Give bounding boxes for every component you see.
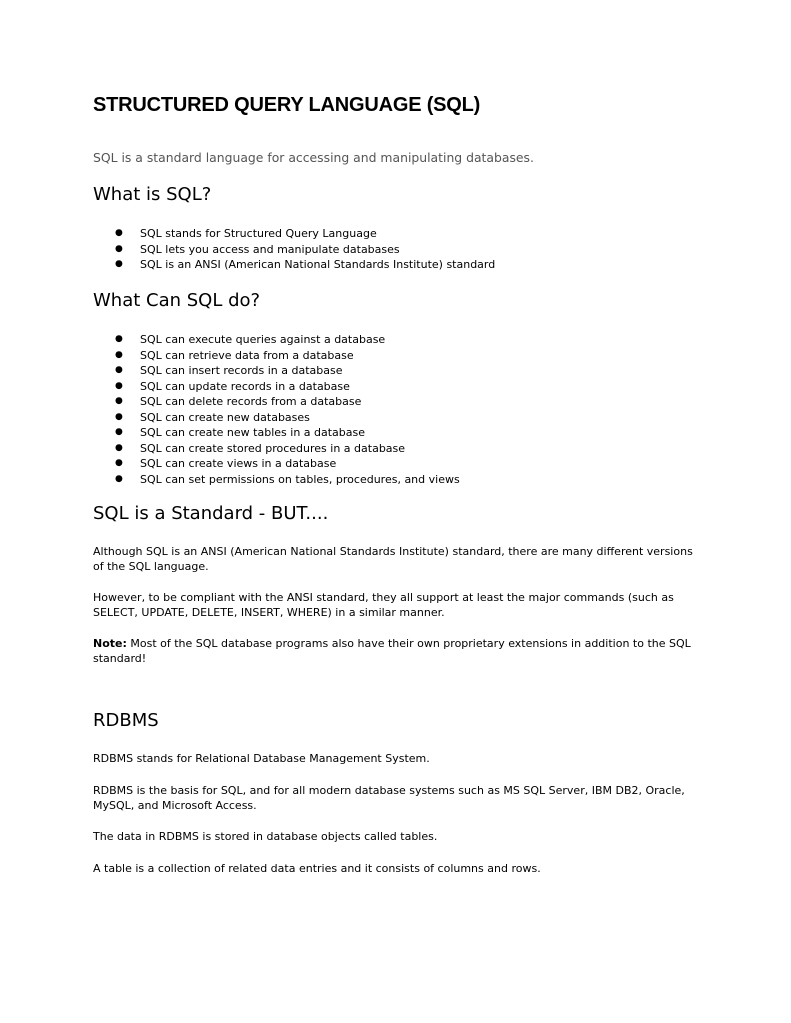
list-item: ● SQL can retrieve data from a database: [115, 348, 354, 362]
bullet-icon: ●: [115, 442, 123, 453]
list-item: ● SQL can execute queries against a database: [115, 333, 386, 346]
bullet-icon: ●: [115, 458, 123, 468]
list-item: ● SQL can delete records from a database: [115, 395, 362, 408]
intro-text: SQL is a standard language for accessing and manipulating databases.: [93, 150, 534, 165]
note-label: Note:: [93, 637, 127, 650]
rdbms-paragraph-2: RDBMS is the basis for SQL, and for all modern database systems such as MS SQL Server, IBM DB2, Oracle, MySQL, and Microsoft Access.: [93, 784, 685, 812]
list-item: ● SQL can create new databases: [115, 410, 310, 424]
bullet-icon: ●: [115, 259, 123, 269]
standard-paragraph-1: Although SQL is an ANSI (American National Standards Institute) standard, there are many different versions of the SQL language.: [93, 545, 693, 573]
list-item: ● SQL can update records in a database: [115, 379, 350, 393]
rdbms-paragraph-4: A table is a collection of related data entries and it consists of columns and rows.: [93, 862, 541, 875]
list-item: ● SQL can create stored procedures in a database: [115, 441, 406, 455]
list-item: ● SQL lets you access and manipulate databases: [115, 242, 400, 256]
bullet-icon: ●: [115, 380, 123, 391]
bullet-icon: ●: [115, 365, 123, 375]
bullet-icon: ●: [115, 396, 123, 406]
heading-sql-standard: SQL is a Standard - BUT....: [93, 503, 329, 524]
heading-rdbms: RDBMS: [93, 710, 159, 731]
heading-what-can-sql-do: What Can SQL do?: [93, 290, 261, 311]
list-item: ● SQL stands for Structured Query Language: [115, 227, 377, 240]
list-item: ● SQL can insert records in a database: [115, 364, 343, 377]
rdbms-paragraph-1: RDBMS stands for Relational Database Management System.: [93, 752, 430, 765]
bullet-icon: ●: [115, 427, 123, 437]
what-is-sql-list: [93, 226, 495, 273]
standard-paragraph-2: However, to be compliant with the ANSI standard, they all support at least the major commands (such as SELECT, UPDATE, DELETE, INSERT, WHERE) in a similar manner.: [93, 591, 674, 619]
list-item: ● SQL can set permissions on tables, procedures, and views: [115, 472, 460, 486]
bullet-icon: ●: [115, 243, 123, 254]
heading-what-is-sql: What is SQL?: [93, 184, 212, 205]
list-item: ● SQL can create new tables in a database: [115, 426, 366, 439]
bullet-icon: ●: [115, 473, 123, 484]
what-can-sql-do-list: [93, 332, 460, 487]
bullet-icon: ●: [115, 334, 123, 344]
bullet-icon: ●: [115, 228, 123, 238]
rdbms-paragraph-3: The data in RDBMS is stored in database objects called tables.: [93, 830, 438, 843]
standard-note: [93, 637, 703, 666]
bullet-icon: ●: [115, 349, 123, 360]
list-item: ● SQL is an ANSI (American National Standards Institute) standard: [115, 258, 496, 271]
bullet-icon: ●: [115, 411, 123, 422]
note-text: Most of the SQL database programs also have their own proprietary extensions in addition to the SQL standard!: [93, 637, 691, 665]
list-item: ● SQL can create views in a database: [115, 457, 337, 470]
page-title: STRUCTURED QUERY LANGUAGE (SQL): [93, 94, 481, 116]
